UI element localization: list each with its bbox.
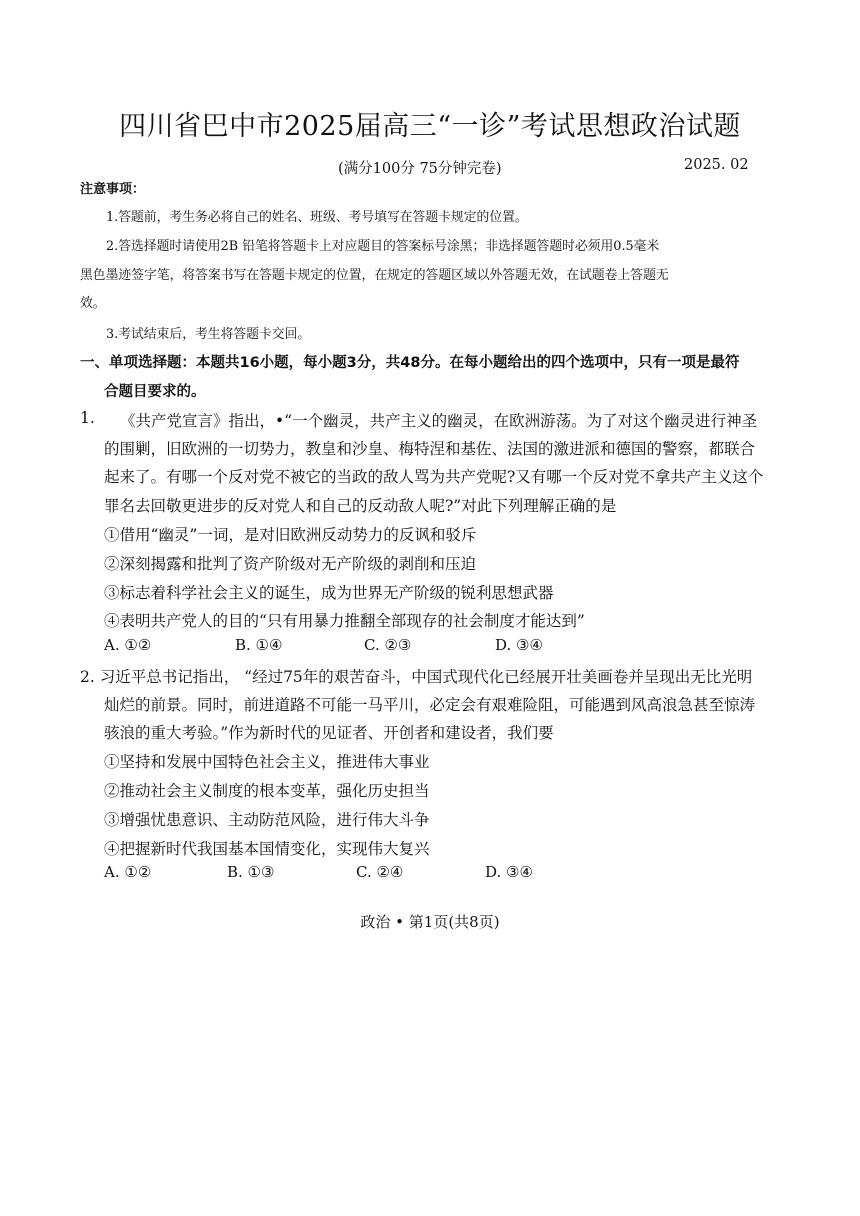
question-1-line-3: 起来了。有哪一个反对党不被它的当政的敌人骂为共产党呢?又有哪一个反对党不拿共产主义这个 bbox=[104, 468, 764, 486]
notice-item-1: 1.答题前，考生务必将自己的姓名、班级、考号填写在答题卡规定的位置。 bbox=[106, 210, 528, 225]
question-2-statement-3: ③增强忧患意识、主动防范风险，进行伟大斗争 bbox=[104, 811, 430, 829]
question-2-choice-c: C. ②④ bbox=[356, 863, 404, 881]
question-2-statement-2: ②推动社会主义制度的根本变革，强化历史担当 bbox=[104, 782, 430, 800]
question-1-line-2: 的围剿，旧欧洲的一切势力，教皇和沙皇、梅特涅和基佐、法国的激进派和德国的警察，都联合 bbox=[104, 440, 756, 458]
question-1-choice-c: C. ②③ bbox=[364, 636, 412, 654]
section-heading-line-1: 一、单项选择题：本题共16小题，每小题3分，共48分。在每小题给出的四个选项中，只有一项是最符 bbox=[80, 355, 740, 371]
section-heading-line-2: 合题目要求的。 bbox=[104, 384, 206, 400]
notice-item-2-line-1: 2.答选择题时请使用2B 铅笔将答题卡上对应题目的答案标号涂黑；非选择题答题时必须用0.5毫米 bbox=[106, 239, 660, 254]
page-footer: 政治 • 第1页(共8页) bbox=[360, 913, 500, 931]
notice-heading: 注意事项： bbox=[80, 182, 146, 197]
question-2-choice-b: B. ①③ bbox=[227, 863, 275, 881]
question-1-line-4: 罪名去回敬更进步的反对党人和自己的反动敌人呢?”对此下列理解正确的是 bbox=[104, 497, 617, 515]
exam-date: 2025. 02 bbox=[684, 157, 749, 173]
question-1-statement-3: ③标志着科学社会主义的诞生，成为世界无产阶级的锐利思想武器 bbox=[104, 584, 554, 602]
question-2-line-2: 灿烂的前景。同时，前进道路不可能一马平川，必定会有艰难险阻，可能遇到风高浪急甚至惊涛 bbox=[104, 696, 756, 714]
question-1-choice-a: A. ①② bbox=[104, 636, 152, 654]
question-1-choice-d: D. ③④ bbox=[495, 636, 543, 654]
question-1-number: 1. bbox=[80, 409, 95, 427]
question-1-statement-2: ②深刻揭露和批判了资产阶级对无产阶级的剥削和压迫 bbox=[104, 555, 477, 573]
score-info: (满分100分 75分钟完卷) bbox=[338, 161, 502, 177]
question-2-statement-4: ④把握新时代我国基本国情变化，实现伟大复兴 bbox=[104, 840, 430, 858]
question-2-statement-1: ①坚持和发展中国特色社会主义，推进伟大事业 bbox=[104, 753, 430, 771]
question-1-choice-b: B. ①④ bbox=[235, 636, 283, 654]
question-1-line-1: 《共产党宣言》指出，•“一个幽灵，共产主义的幽灵，在欧洲游荡。为了对这个幽灵进行神圣 bbox=[120, 412, 758, 430]
question-1-statement-4: ④表明共产党人的目的“只有用暴力推翻全部现存的社会制度才能达到” bbox=[104, 612, 585, 630]
question-2-line-3: 骇浪的重大考验。”作为新时代的见证者、开创者和建设者，我们要 bbox=[104, 724, 554, 742]
question-1-statement-1: ①借用“幽灵”一词，是对旧欧洲反动势力的反讽和驳斥 bbox=[104, 526, 477, 544]
question-2-choice-d: D. ③④ bbox=[485, 863, 533, 881]
notice-item-3: 3.考试结束后，考生将答题卡交回。 bbox=[106, 327, 311, 342]
notice-item-2-line-2: 黑色墨迹签字笔，将答案书写在答题卡规定的位置，在规定的答题区域以外答题无效，在试题卷上答题无 bbox=[80, 268, 669, 283]
question-2-choice-a: A. ①② bbox=[104, 863, 152, 881]
exam-title: 四川省巴中市2025届高三“一诊”考试思想政治试题 bbox=[119, 111, 741, 142]
question-2-line-1: 2. 习近平总书记指出， “经过75年的艰苦奋斗，中国式现代化已经展开壮美画卷并呈现出无比光明 bbox=[80, 668, 753, 686]
notice-item-2-line-3: 效。 bbox=[80, 296, 106, 311]
